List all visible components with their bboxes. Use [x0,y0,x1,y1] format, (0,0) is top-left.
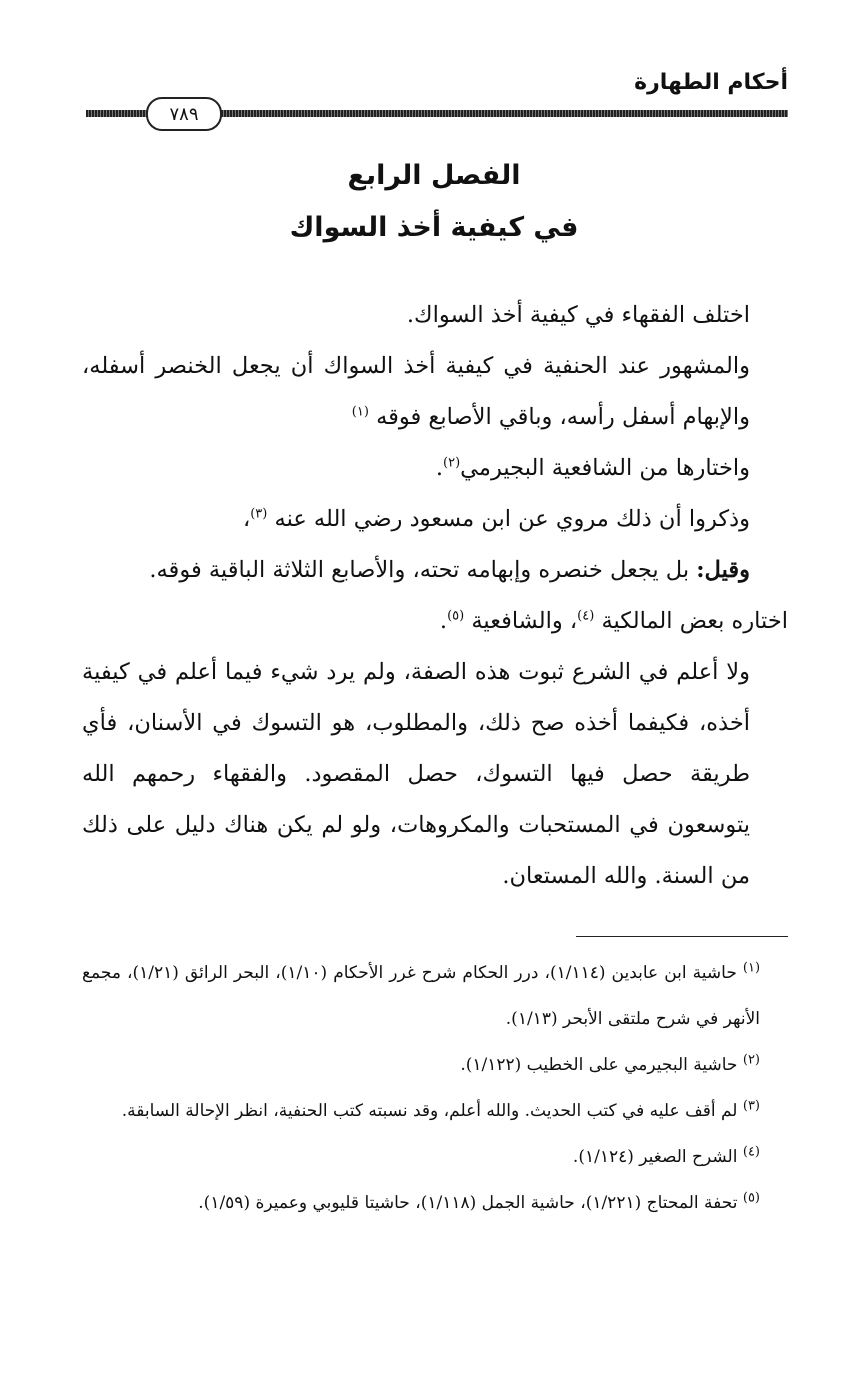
footnote-marker: (٣) [250,506,268,522]
paragraph-text: والمشهور عند الحنفية في كيفية أخذ السواك أن يجعل الخنصر أسفله، والإبهام أسفل رأسه، وباقي الأصابع فوقه [82,353,750,430]
footnote-number: (٤) [742,1144,760,1160]
paragraph-text: واختارها من الشافعية البجيرمي [460,455,750,481]
paragraph [82,290,788,341]
page-number: ٧٨٩ [146,97,222,131]
footnote-item [82,1088,788,1134]
main-text [82,290,788,902]
paragraph [82,596,788,647]
punctuation: ، [242,506,251,532]
footnote-text: تحفة المحتاج (١/٢٢١)، حاشية الجمل (١/١١٨)، حاشيتا قليوبي وعميرة (١/٥٩). [198,1193,738,1213]
paragraph-text: اختاره بعض المالكية [601,608,788,634]
footnote-number: (١) [742,960,761,976]
footnote-separator [576,936,788,937]
paragraph-text: اختلف الفقهاء في كيفية أخذ السواك. [406,302,750,328]
footnote-text: الشرح الصغير (١/١٢٤). [572,1147,738,1167]
footnote-item [82,1134,788,1180]
footnote-item [82,1180,788,1226]
footnote-item [82,1042,788,1088]
paragraph [82,443,788,494]
paragraph-text: بل يجعل خنصره وإبهامه تحته، والأصابع الثلاثة الباقية فوقه. [149,557,697,583]
paragraph-text: وذكروا أن ذلك مروي عن ابن مسعود رضي الله عنه [274,506,750,532]
footnote-marker: (٤) [577,608,595,624]
paragraph [82,647,788,902]
paragraph [82,341,788,443]
footnote-number: (٥) [742,1190,760,1206]
paragraph [82,494,788,545]
footnotes [82,950,788,1226]
paragraph-label: وقيل: [696,557,750,583]
chapter-title: الفصل الرابع [347,160,521,191]
paragraph-text: ، والشافعية [471,608,578,634]
punctuation: . [435,455,444,481]
paragraph-text: ولا أعلم في الشرع ثبوت هذه الصفة، ولم يرد شيء فيما أعلم في كيفية أخذه، فكيفما أخذه صح ذلك، والمطلوب، هو التسوك في الأسنان، فأي طريقة حصل فيها التسوك، حصل المقصود. والفقهاء رحمهم الله يتوسعون في المستحبات والمكروهات، ولو لم يكن هناك دليل على ذلك من السنة. والله المستعان. [82,659,750,889]
footnote-text: حاشية ابن عابدين (١/١١٤)، درر الحكام شرح غرر الأحكام (١/١٠)، البحر الرائق (١/٢١)، مجمع الأنهر في شرح ملتقى الأبحر (١/١٣). [82,963,760,1029]
footnote-number: (٢) [742,1052,760,1068]
footnote-marker: (٥) [447,608,465,624]
footnote-text: حاشية البجيرمي على الخطيب (١/١٢٢). [460,1055,738,1075]
paragraph [82,545,788,596]
footnote-number: (٣) [742,1098,760,1114]
footnote-marker: (٢) [443,455,461,471]
chapter-subtitle: في كيفية أخذ السواك [289,212,579,243]
running-header-title: أحكام الطهارة [634,70,788,95]
footnote-text: لم أقف عليه في كتب الحديث. والله أعلم، وقد نسبته كتب الحنفية، انظر الإحالة السابقة. [121,1101,738,1121]
footnote-item [82,950,788,1042]
punctuation: . [439,608,448,634]
footnote-marker: (١) [351,404,369,420]
